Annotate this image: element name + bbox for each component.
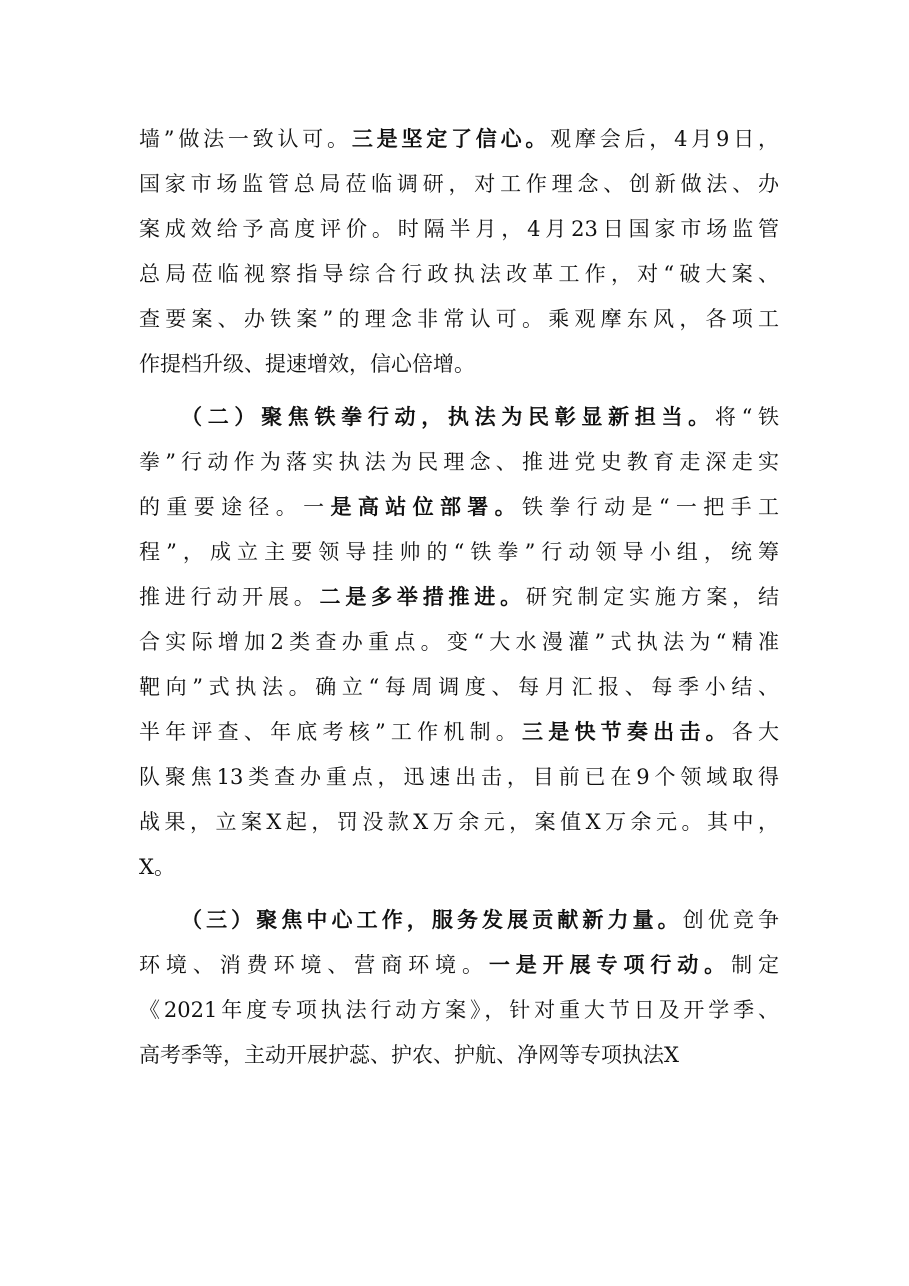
text-line — [139, 440, 779, 485]
text-line — [139, 207, 779, 252]
text-run: 铁拳行动是“一把手工 — [522, 495, 779, 519]
text-run: 队聚焦13类查办重点，迅速出击，目前已在9个领域取得 — [139, 765, 779, 789]
text-line — [139, 252, 779, 297]
text-run: 的重要途径。一 — [139, 495, 331, 519]
text-run: 创优竞争 — [682, 908, 779, 932]
bold-text: （二）聚焦铁拳行动，执法为民彰显新担当。 — [181, 405, 715, 429]
text-run: 高考季等，主动开展护蕊、护农、护航、净网等专项执法X — [139, 1043, 679, 1067]
text-line — [139, 530, 779, 575]
text-run: 合实际增加2类查办重点。变“大水漫灌”式执法为“精准 — [139, 630, 779, 654]
text-run: 总局莅临视察指导综合行政执法改革工作，对“破大案、 — [139, 262, 779, 286]
text-line — [139, 117, 779, 162]
text-run: 制定 — [731, 953, 779, 977]
text-run: X。 — [139, 855, 175, 879]
bold-text: 三是快节奏出击。 — [522, 720, 732, 744]
text-line — [139, 943, 779, 988]
bold-text: 是高站位部署。 — [330, 495, 523, 519]
text-run: 将“铁 — [714, 405, 779, 429]
text-run: 靶向”式执法。确立“每周调度、每月汇报、每季小结、 — [139, 675, 779, 699]
document-body — [139, 117, 779, 1078]
bold-text: 二是多举措推进。 — [319, 585, 526, 609]
text-line — [139, 297, 779, 342]
text-line — [139, 575, 779, 620]
text-run: 国家市场监管总局莅临调研，对工作理念、创新做法、办 — [139, 172, 779, 196]
text-run: 案成效给予高度评价。时隔半月，4月23日国家市场监管 — [139, 217, 779, 241]
paragraph — [139, 898, 779, 1078]
text-run: 观摩会后，4月9日， — [550, 127, 779, 151]
text-line — [139, 800, 779, 845]
bold-text: （三）聚焦中心工作，服务发展贡献新力量。 — [181, 908, 683, 932]
text-run: 推进行动开展。 — [139, 585, 320, 609]
text-line — [139, 342, 779, 387]
text-line — [139, 845, 779, 890]
text-run: 程”，成立主要领导挂帅的“铁拳”行动领导小组，统筹 — [139, 540, 779, 564]
text-line — [139, 620, 779, 665]
text-run: 墙”做法一致认可。 — [139, 127, 352, 151]
text-line — [139, 988, 779, 1033]
text-run: 作提档升级、提速增效，信心倍增。 — [139, 352, 475, 376]
text-run: 战果，立案X起，罚没款X万余元，案值X万余元。其中， — [139, 810, 779, 834]
text-line — [139, 665, 779, 710]
paragraph — [139, 117, 779, 387]
text-run: 研究制定实施方案，结 — [525, 585, 779, 609]
text-line — [139, 395, 779, 440]
text-line — [139, 755, 779, 800]
bold-text: 三是坚定了信心。 — [351, 127, 551, 151]
text-line — [139, 485, 779, 530]
text-line — [139, 898, 779, 943]
bold-text: 一是开展专项行动。 — [488, 953, 732, 977]
text-run: 环境、消费环境、营商环境。 — [139, 953, 489, 977]
text-run: 拳”行动作为落实执法为民理念、推进党史教育走深走实 — [139, 450, 779, 474]
text-line — [139, 710, 779, 755]
text-run: 《2021年度专项执法行动方案》，针对重大节日及开学季、 — [139, 998, 779, 1022]
text-line — [139, 162, 779, 207]
text-run: 查要案、办铁案”的理念非常认可。乘观摩东风，各项工 — [139, 307, 779, 331]
text-line — [139, 1033, 779, 1078]
text-run: 各大 — [731, 720, 779, 744]
text-run: 半年评查、年底考核”工作机制。 — [139, 720, 523, 744]
paragraph — [139, 395, 779, 890]
